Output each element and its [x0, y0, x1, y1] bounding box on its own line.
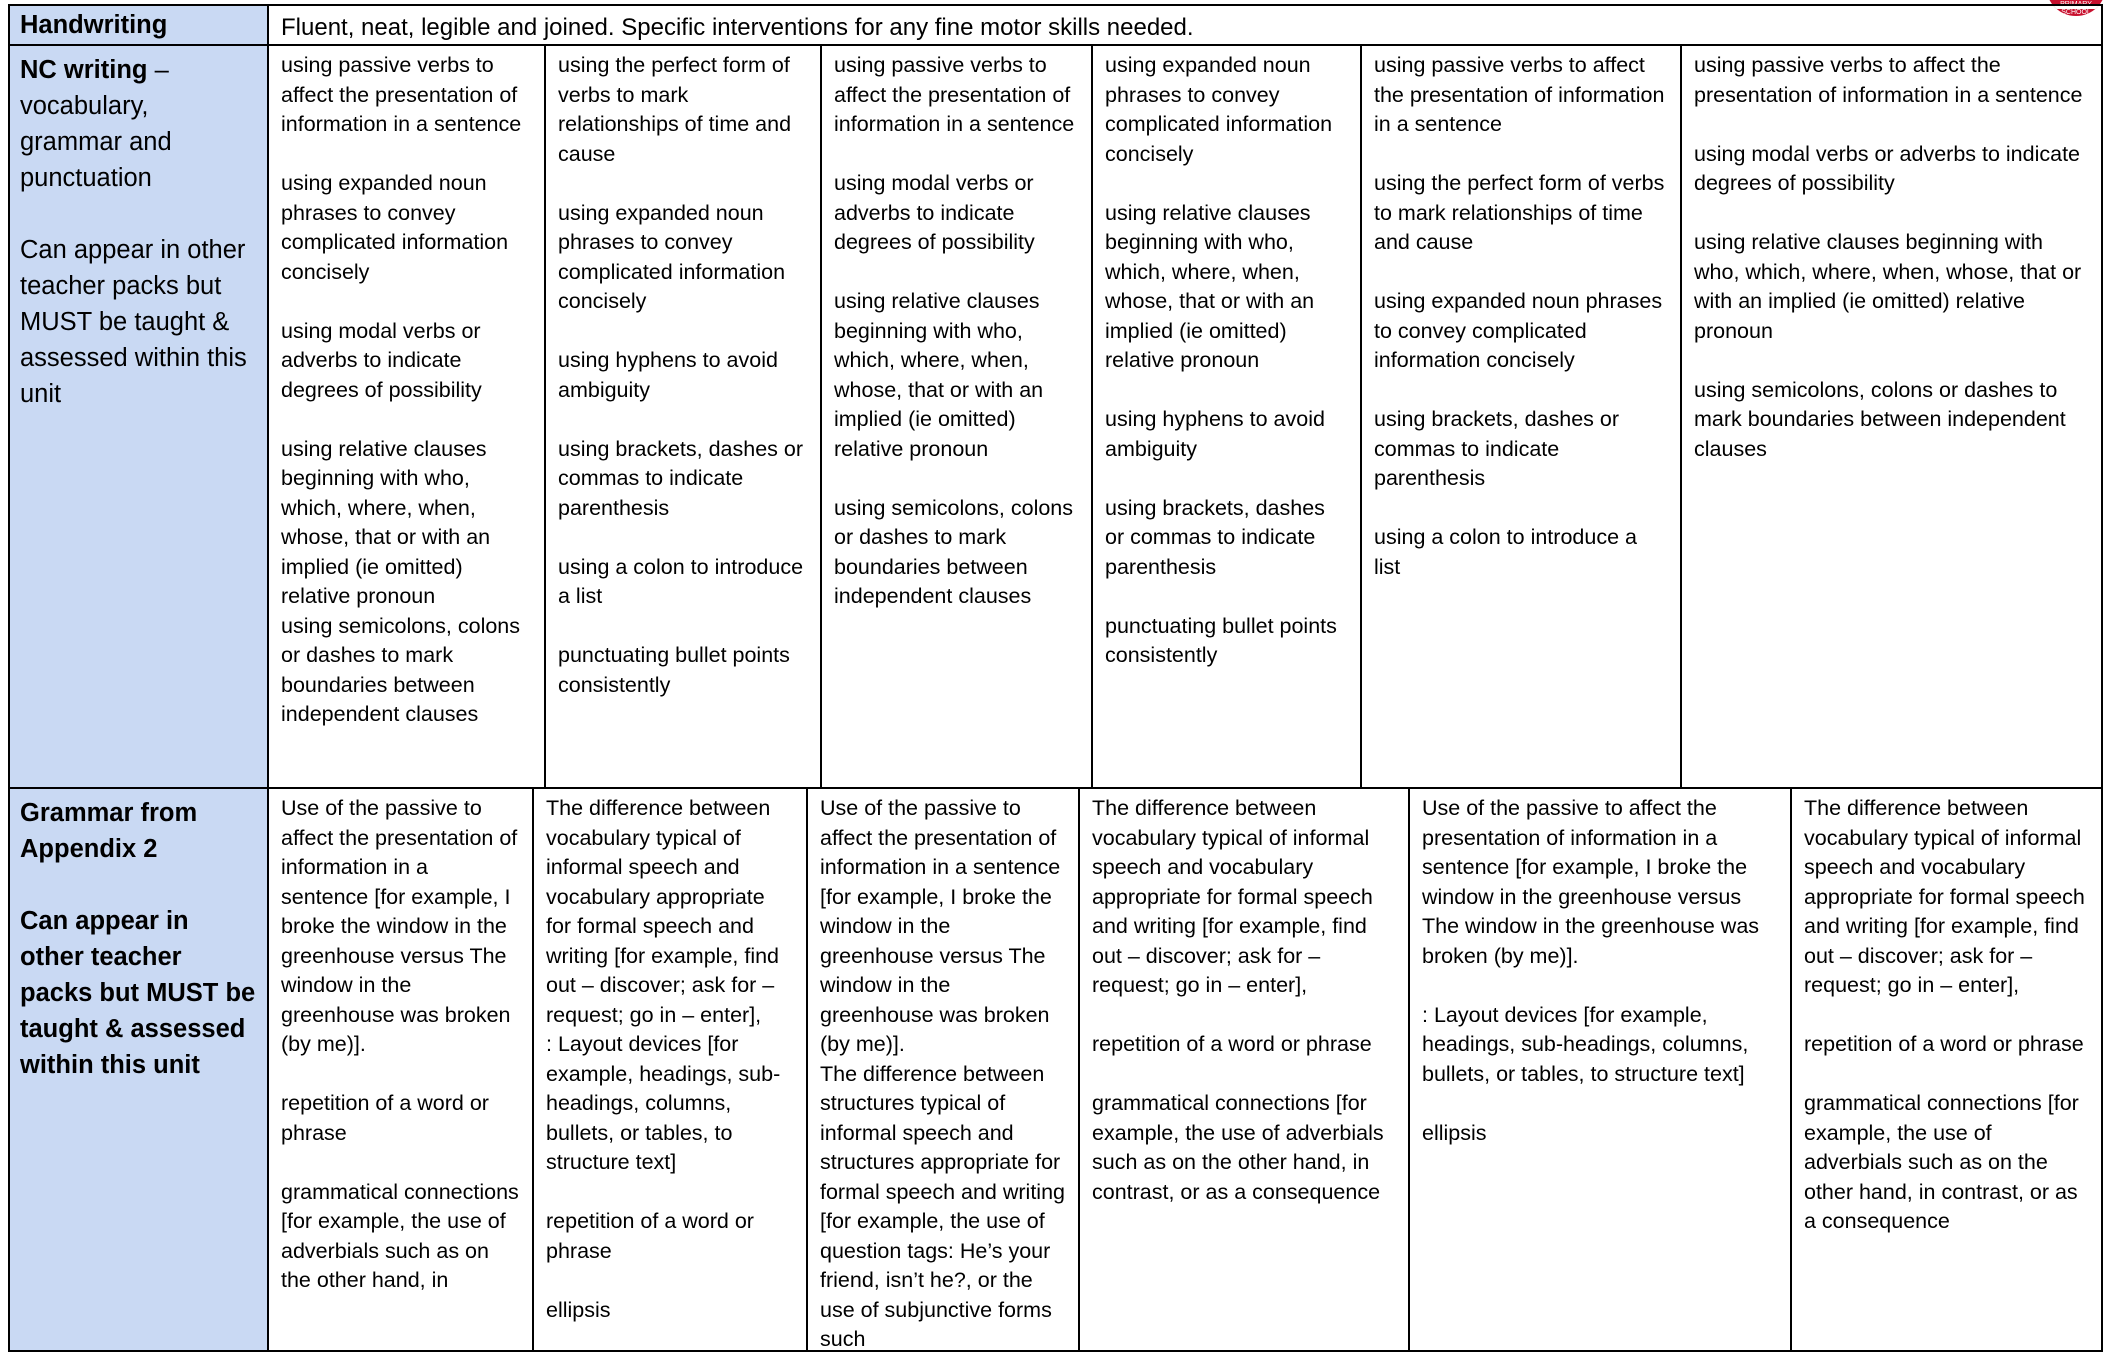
nc-col6-para-1: using passive verbs to affect the presentation of information in a sentence	[1694, 53, 2083, 107]
logo-subtext: PRIMARY SCHOOL	[2060, 1, 2092, 16]
grammar-row	[8, 787, 2103, 1352]
handwriting-text: Fluent, neat, legible and joined. Specific interventions for any fine motor skills needed.	[281, 14, 1194, 41]
nc-col3-para-3: using relative clauses beginning with who, which, where, when, whose, that or with an implied (ie omitted) relative pronoun	[834, 289, 1044, 461]
grammar-subheading: Can appear in other teacher packs but MUST be taught & assessed within this unit	[20, 907, 256, 1079]
gr-col5-para-1: Use of the passive to affect the presentation of information in a sentence [for example, I broke the window in the greenhouse versus The window in the greenhouse was broken (by me)].	[1422, 796, 1760, 968]
nc-col3-para-1: using passive verbs to affect the presentation of information in a sentence	[834, 53, 1075, 136]
nc-writing-heading-rest: – vocabulary, grammar and punctuation	[20, 56, 172, 192]
handwriting-heading-cell	[10, 6, 269, 44]
nc-col1-para-2: using expanded noun phrases to convey complicated information concisely	[281, 171, 509, 284]
nc-col4-para-3: using hyphens to avoid ambiguity	[1105, 407, 1325, 461]
nc-writing-column-2	[546, 46, 822, 787]
nc-col2-para-6: punctuating bullet points consistently	[558, 643, 790, 697]
handwriting-row	[8, 4, 2103, 46]
gr-col6-para-2: repetition of a word or phrase	[1804, 1032, 2084, 1056]
nc-col6-para-4: using semicolons, colons or dashes to mark boundaries between independent clauses	[1694, 377, 2066, 461]
nc-writing-column-1	[269, 46, 546, 787]
nc-writing-heading	[20, 52, 257, 196]
handwriting-text-cell	[269, 6, 2101, 44]
gr-col3-para-1: Use of the passive to affect the presentation of information in a sentence [for example, I broke the window in the greenhouse versus The window in the greenhouse was broken (by me)]. The difference between structures typical of informal speech and structures appropriate for formal speech and writing [for example, the use of question tags: He’s your friend, isn’t he?, or the use of subjunctive forms such	[820, 796, 1065, 1350]
grammar-column-6	[1792, 789, 2101, 1350]
gr-col4-para-1: The difference between vocabulary typical of informal speech and vocabulary appropriate for formal speech and writing [for example, find out – discover; ask for – request; go in – enter],	[1092, 796, 1373, 997]
nc-col3-para-2: using modal verbs or adverbs to indicate degrees of possibility	[834, 171, 1035, 254]
nc-col2-para-2: using expanded noun phrases to convey complicated information concisely	[558, 200, 786, 313]
nc-col5-para-4: using brackets, dashes or commas to indicate parenthesis	[1374, 407, 1619, 490]
nc-col4-para-2: using relative clauses beginning with who, which, where, when, whose, that or with an implied (ie omitted) relative pronoun	[1105, 200, 1315, 372]
gr-col6-para-1: The difference between vocabulary typical of informal speech and vocabulary appropriate for formal speech and writing [for example, find out – discover; ask for – request; go in – enter],	[1804, 796, 2085, 997]
grammar-column-1	[269, 789, 534, 1350]
nc-col5-para-2: using the perfect form of verbs to mark relationships of time and cause	[1374, 171, 1665, 254]
nc-col4-para-5: punctuating bullet points consistently	[1105, 613, 1337, 667]
gr-col2-para-1: The difference between vocabulary typical of informal speech and vocabulary appropriate for formal speech and writing [for example, find out – discover; ask for – request; go in – enter], : Layout devices [for example, headings, sub-headings, columns, bullets, or tables, to structure text]	[546, 796, 781, 1174]
nc-col1-para-4: using relative clauses beginning with who, which, where, when, whose, that or with an implied (ie omitted) relative pronoun using semicolons, colons or dashes to mark boundaries between independent clauses	[281, 436, 521, 726]
grammar-heading: Grammar from Appendix 2	[20, 799, 198, 863]
nc-col5-para-1: using passive verbs to affect the presentation of information in a sentence	[1374, 53, 1665, 136]
nc-col6-para-2: using modal verbs or adverbs to indicate degrees of possibility	[1694, 141, 2081, 195]
nc-writing-heading-cell	[10, 46, 269, 787]
nc-writing-column-4	[1093, 46, 1362, 787]
nc-col5-para-5: using a colon to introduce a list	[1374, 525, 1637, 579]
gr-col2-para-3: ellipsis	[546, 1297, 611, 1322]
handwriting-heading: Handwriting	[20, 11, 168, 39]
nc-writing-column-3	[822, 46, 1093, 787]
grammar-column-3	[808, 789, 1080, 1350]
nc-col4-para-1: using expanded noun phrases to convey complicated information concisely	[1105, 53, 1333, 166]
gr-col2-para-2: repetition of a word or phrase	[546, 1209, 754, 1263]
nc-col2-para-4: using brackets, dashes or commas to indicate parenthesis	[558, 436, 803, 520]
nc-col5-para-3: using expanded noun phrases to convey complicated information concisely	[1374, 289, 1663, 372]
grammar-column-5	[1410, 789, 1792, 1350]
nc-col2-para-3: using hyphens to avoid ambiguity	[558, 348, 778, 402]
grammar-heading-cell	[10, 789, 269, 1350]
gr-col1-para-1: Use of the passive to affect the presentation of information in a sentence [for example, I broke the window in the greenhouse versus The window in the greenhouse was broken (by me)].	[281, 796, 518, 1056]
nc-col6-para-3: using relative clauses beginning with who, which, where, when, whose, that or with an implied (ie omitted) relative pronoun	[1694, 230, 2082, 343]
gr-col6-para-3: grammatical connections [for example, the use of adverbials such as on the other hand, in contrast, or as a consequence	[1804, 1091, 2079, 1233]
gr-col5-para-2: : Layout devices [for example, headings, sub-headings, columns, bullets, or tables, to structure text]	[1422, 1002, 1749, 1086]
nc-writing-subheading: Can appear in other teacher packs but MUST be taught & assessed within this unit	[20, 236, 247, 408]
grammar-column-2	[534, 789, 808, 1350]
nc-col3-para-4: using semicolons, colons or dashes to mark boundaries between independent clauses	[834, 495, 1074, 608]
nc-col4-para-4: using brackets, dashes or commas to indicate parenthesis	[1105, 495, 1325, 579]
nc-writing-column-5	[1362, 46, 1682, 787]
nc-writing-heading-bold: NC writing	[20, 56, 148, 84]
nc-col2-para-5: using a colon to introduce a list	[558, 554, 804, 608]
gr-col4-para-2: repetition of a word or phrase	[1092, 1032, 1372, 1056]
gr-col1-para-3: grammatical connections [for example, the use of adverbials such as on the other hand, in	[281, 1179, 519, 1292]
nc-writing-row	[8, 44, 2103, 789]
nc-writing-column-6	[1682, 46, 2101, 787]
gr-col1-para-2: repetition of a word or phrase	[281, 1091, 489, 1145]
grammar-column-4	[1080, 789, 1410, 1350]
nc-col1-para-3: using modal verbs or adverbs to indicate degrees of possibility	[281, 318, 482, 402]
nc-col1-para-1: using passive verbs to affect the presentation of information in a sentence	[281, 53, 522, 136]
gr-col4-para-3: grammatical connections [for example, the use of adverbials such as on the other hand, in contrast, or as a consequence	[1092, 1091, 1384, 1204]
gr-col5-para-3: ellipsis	[1422, 1120, 1487, 1145]
nc-col2-para-1: using the perfect form of verbs to mark relationships of time and cause	[558, 53, 792, 166]
